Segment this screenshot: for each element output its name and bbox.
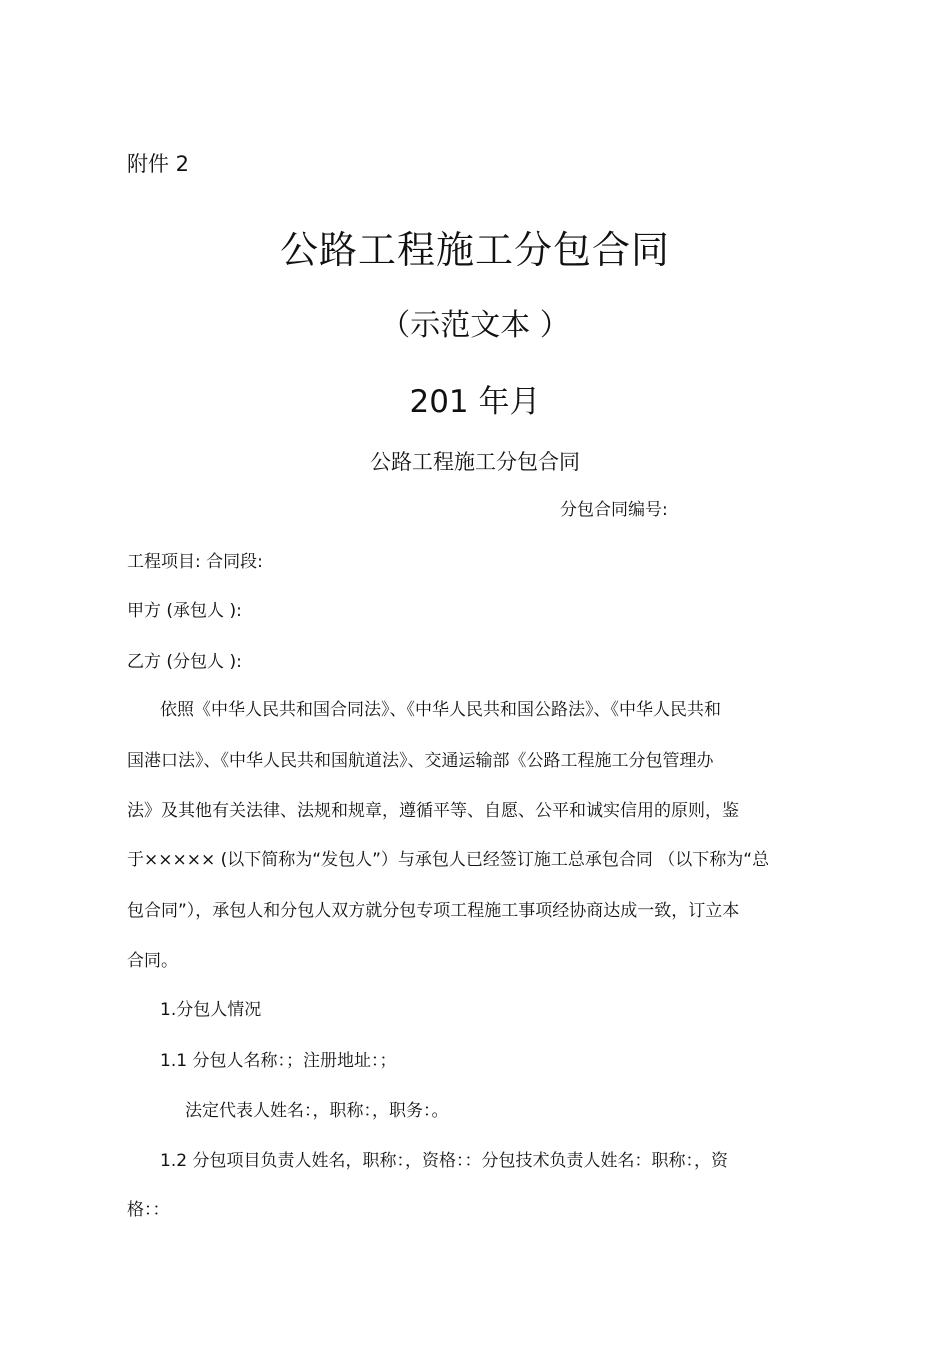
preamble-line: 合同。 xyxy=(127,951,178,971)
party-b-field: 乙方 (分包人 ): xyxy=(127,652,242,672)
document-subtitle: （示范文本 ） xyxy=(380,308,570,343)
party-a-field: 甲方 (承包人 ): xyxy=(127,601,242,621)
section-1-2: 1.2 分包项目负责人姓名，职称：，资格：：分包技术负责人姓名：职称：，资 xyxy=(160,1151,728,1171)
section-1-1: 1.1 分包人名称：；注册地址：； xyxy=(160,1051,397,1071)
preamble-line: 依照《中华人民共和国合同法》、《中华人民共和国公路法》、《中华人民共和 xyxy=(160,700,721,720)
section-1-1-legal-rep: 法定代表人姓名：，职称：，职务：。 xyxy=(185,1101,449,1121)
document-title: 公路工程施工分包合同 xyxy=(279,228,670,272)
document-date: 201 年月 xyxy=(409,384,541,420)
contract-heading: 公路工程施工分包合同 xyxy=(370,450,580,474)
contract-number-label: 分包合同编号: xyxy=(560,500,668,520)
project-field: 工程项目: 合同段: xyxy=(127,552,263,572)
preamble-line: 国港口法》、《中华人民共和国航道法》、交通运输部《公路工程施工分包管理办 xyxy=(127,751,714,771)
preamble-line: 包合同”），承包人和分包人双方就分包专项工程施工事项经协商达成一致，订立本 xyxy=(127,901,740,921)
preamble-line: 于××××× (以下简称为“发包人”）与承包人已经签订施工总承包合同 （以下称为“总 xyxy=(127,850,770,870)
annex-label: 附件 2 xyxy=(127,152,190,176)
preamble-line: 法》及其他有关法律、法规和规章，遵循平等、自愿、公平和诚实信用的原则，鉴 xyxy=(127,801,739,821)
section-1-2-continued: 格：： xyxy=(127,1200,170,1220)
section-1-heading: 1.分包人情况 xyxy=(160,1000,262,1020)
